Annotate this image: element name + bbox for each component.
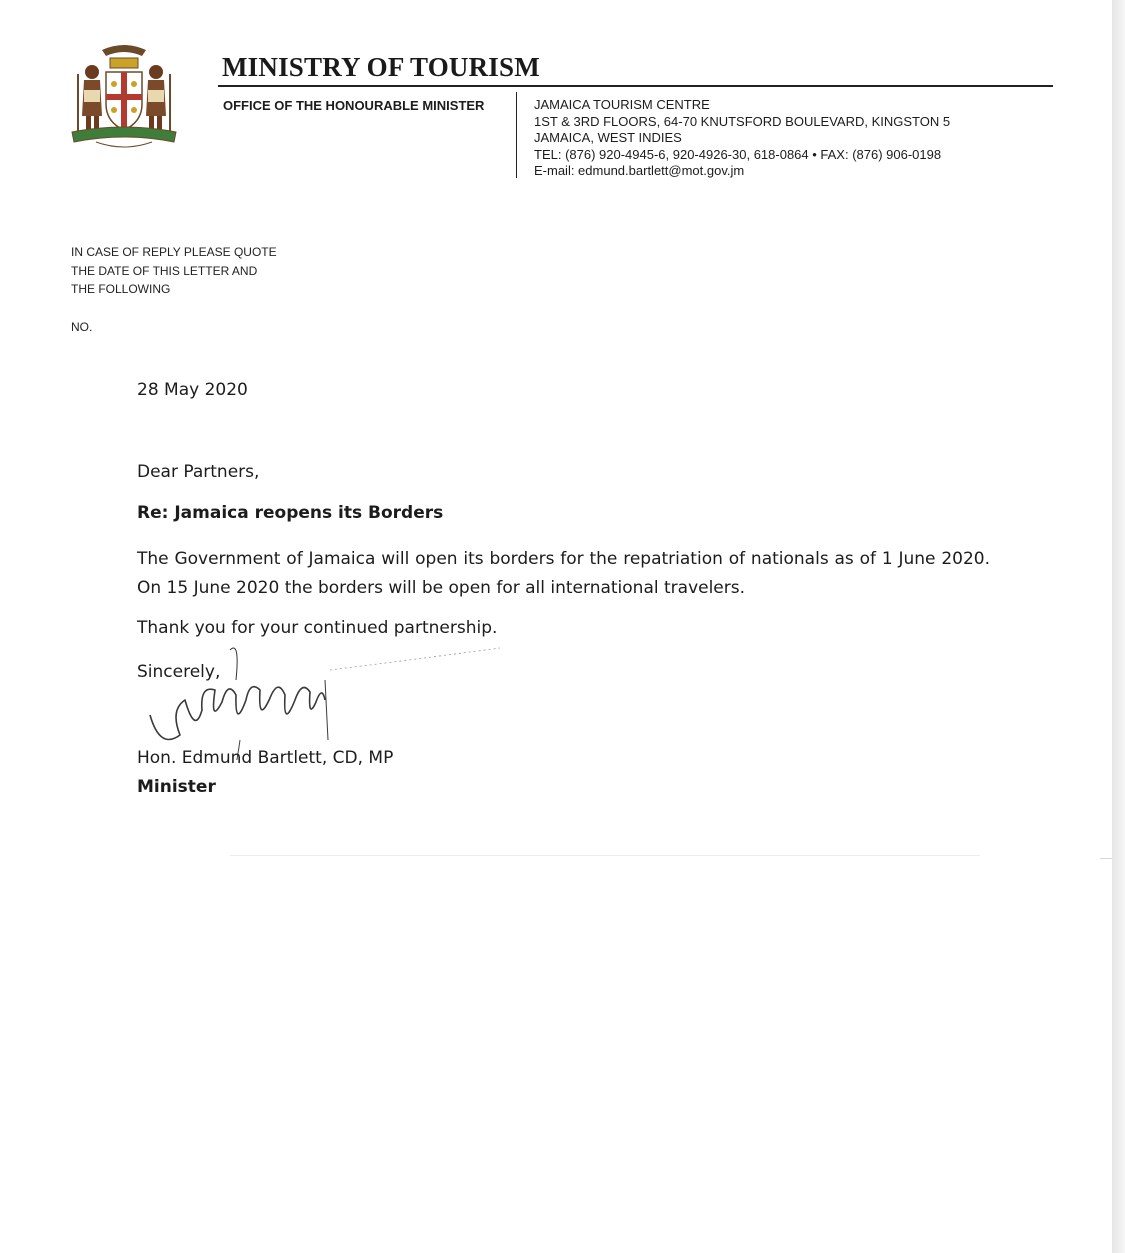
- reference-line: THE DATE OF THIS LETTER AND: [71, 263, 258, 278]
- body-paragraph: The Government of Jamaica will open its borders for the repatriation of nationals as of 1 June 2020. On 15 June 2020 the borders will be open for all international travelers.: [137, 549, 990, 598]
- reference-number-label: NO.: [71, 320, 93, 334]
- scan-artifact: [1100, 858, 1112, 859]
- address-line: JAMAICA TOURISM CENTRE: [534, 97, 710, 112]
- ministry-title: MINISTRY OF TOURISM: [222, 52, 540, 82]
- header-rule: [218, 85, 1053, 87]
- coat-of-arms-icon: [66, 38, 182, 156]
- letter-date: 28 May 2020: [137, 380, 248, 400]
- subject-line: Re: Jamaica reopens its Borders: [137, 503, 444, 523]
- email-line: E-mail: edmund.bartlett@mot.gov.jm: [534, 163, 745, 178]
- reference-line: THE FOLLOWING: [71, 282, 171, 296]
- office-label: OFFICE OF THE HONOURABLE MINISTER: [223, 98, 485, 113]
- contact-line: TEL: (876) 920-4945-6, 920-4926-30, 618-0864 • FAX: (876) 906-0198: [534, 146, 942, 162]
- header-divider: [516, 92, 517, 178]
- page-edge: [1112, 0, 1125, 1253]
- scan-artifact: [230, 855, 980, 856]
- salutation: Dear Partners,: [137, 462, 260, 482]
- address-block: [534, 97, 950, 180]
- signer-title: Minister: [137, 777, 216, 797]
- signer-name: Hon. Edmund Bartlett, CD, MP: [137, 748, 394, 768]
- signature-icon: [140, 640, 520, 760]
- address-line: JAMAICA, WEST INDIES: [534, 130, 682, 145]
- reply-reference: [71, 243, 277, 299]
- reference-line: IN CASE OF REPLY PLEASE QUOTE: [71, 245, 277, 259]
- thanks-line: Thank you for your continued partnership.: [137, 618, 498, 638]
- address-line: 1ST & 3RD FLOORS, 64-70 KNUTSFORD BOULEVARD, KINGSTON 5: [534, 113, 951, 129]
- closing: Sincerely,: [137, 662, 221, 682]
